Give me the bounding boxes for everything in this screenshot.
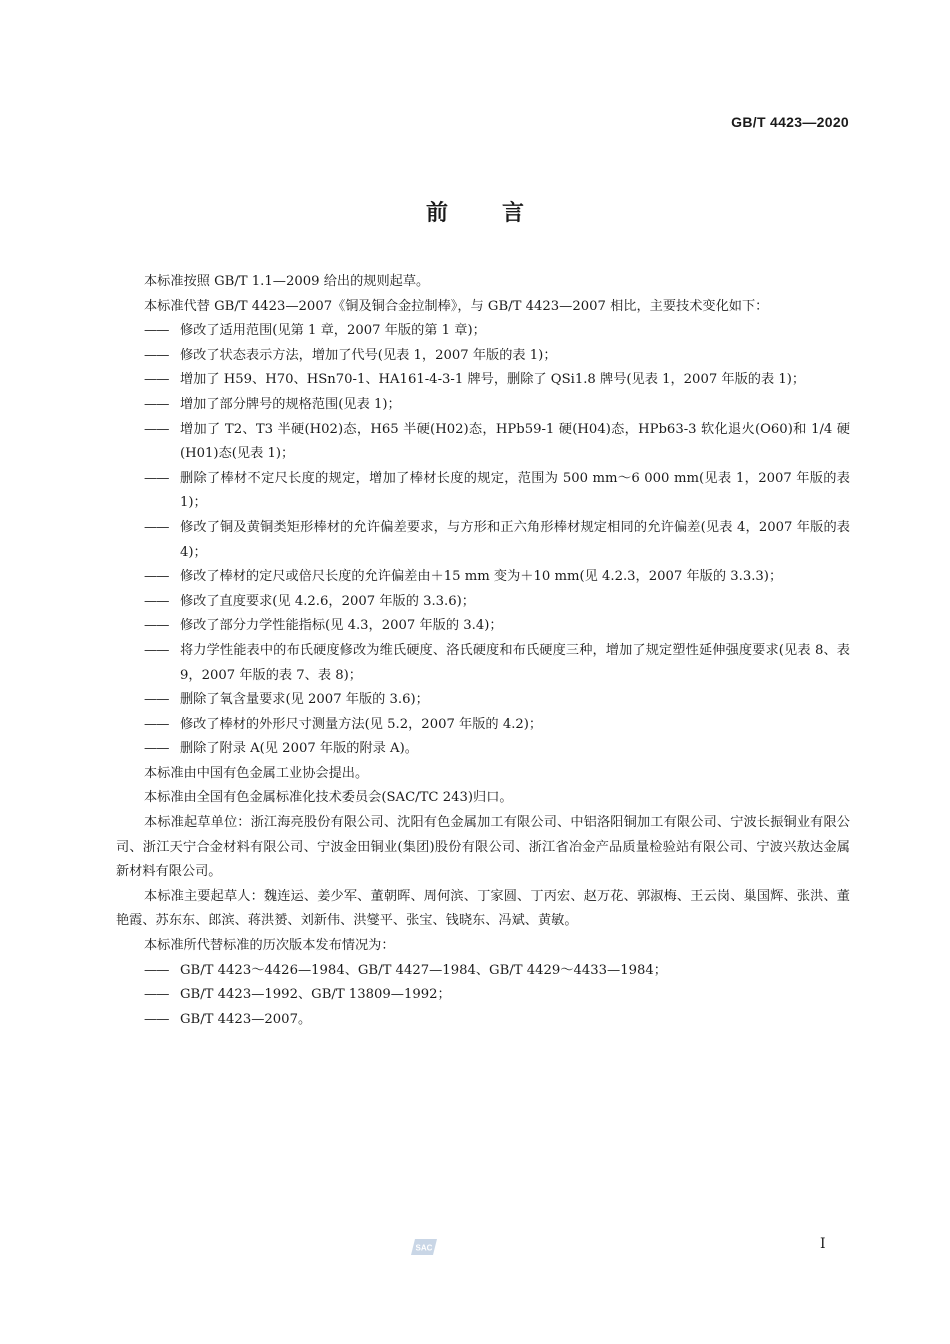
list-item	[116, 1008, 850, 1033]
dash-marker: ——	[144, 618, 169, 634]
dash-marker: ——	[144, 347, 169, 363]
list-item-text: GB/T 4423—2007。	[180, 1011, 312, 1027]
dash-marker: ——	[144, 741, 169, 757]
dash-marker: ——	[144, 962, 169, 978]
history-list	[116, 959, 850, 1033]
watermark-text: SAC	[415, 1243, 433, 1253]
list-item	[116, 590, 850, 615]
list-item-text: 增加了 H59、H70、HSn70-1、HA161-4-3-1 牌号，删除了 QSi1.8 牌号(见表 1，2007 年版的表 1)；	[180, 372, 806, 388]
list-item-text: GB/T 4423～4426—1984、GB/T 4427—1984、GB/T 4429～4433—1984；	[180, 962, 667, 978]
replacement-paragraph: 本标准代替 GB/T 4423—2007《铜及铜合金拉制棒》，与 GB/T 4423—2007 相比，主要技术变化如下：	[144, 298, 769, 314]
list-item	[116, 467, 850, 516]
list-item-text: 删除了附录 A(见 2007 年版的附录 A)。	[180, 741, 418, 757]
drafting-units-paragraph: 本标准起草单位：浙江海亮股份有限公司、沈阳有色金属加工有限公司、中铝洛阳铜加工有限公司、宁波长振铜业有限公司、浙江天宁合金材料有限公司、宁波金田铜业(集团)股份有限公司、浙江省冶金产品质量检验站有限公司、宁波兴敖达金属新材料有限公司。	[116, 815, 850, 880]
list-item	[116, 393, 850, 418]
dash-marker: ——	[144, 569, 169, 585]
list-item-text: 增加了 T2、T3 半硬(H02)态，H65 半硬(H02)态，HPb59-1 硬(H04)态，HPb63-3 软化退火(O60)和 1/4 硬(H01)态(见表 1)；	[180, 421, 850, 462]
dash-marker: ——	[144, 470, 169, 486]
list-item-text: 修改了棒材的外形尺寸测量方法(见 5.2，2007 年版的 4.2)；	[180, 716, 543, 732]
centralized-unit-paragraph: 本标准由全国有色金属标准化技术委员会(SAC/TC 243)归口。	[144, 790, 513, 806]
dash-marker: ——	[144, 642, 169, 658]
list-item	[116, 614, 850, 639]
list-item	[116, 713, 850, 738]
list-item-text: 修改了直度要求(见 4.2.6，2007 年版的 3.3.6)；	[180, 593, 475, 609]
list-item	[116, 565, 850, 590]
dash-marker: ——	[144, 421, 169, 437]
drafting-rules-paragraph: 本标准按照 GB/T 1.1—2009 给出的规则起草。	[144, 274, 430, 289]
list-item-text: 增加了部分牌号的规格范围(见表 1)；	[180, 396, 401, 412]
list-item	[116, 959, 850, 984]
list-item	[116, 319, 850, 344]
list-item	[116, 368, 850, 393]
list-item	[116, 344, 850, 369]
dash-marker: ——	[144, 1011, 169, 1027]
list-item-text: 修改了部分力学性能指标(见 4.3，2007 年版的 3.4)；	[180, 618, 503, 634]
list-item	[116, 639, 850, 688]
page-number: I	[820, 1236, 826, 1252]
dash-marker: ——	[144, 987, 169, 1003]
proposer-paragraph: 本标准由中国有色金属工业协会提出。	[144, 765, 369, 781]
list-item-text: 修改了适用范围(见第 1 章，2007 年版的第 1 章)；	[180, 323, 486, 339]
list-item-text: 删除了氧含量要求(见 2007 年版的 3.6)；	[180, 692, 429, 708]
dash-marker: ——	[144, 593, 169, 609]
list-item-text: 修改了棒材的定尺或倍尺长度的允许偏差由＋15 mm 变为＋10 mm(见 4.2.3，2007 年版的 3.3.3)；	[180, 569, 783, 585]
dash-marker: ——	[144, 396, 169, 412]
list-item	[116, 688, 850, 713]
list-item-text: 删除了棒材不定尺长度的规定，增加了棒材长度的规定，范围为 500 mm～6 000 mm(见表 1，2007 年版的表 1)；	[180, 470, 850, 511]
list-item-text: 将力学性能表中的布氏硬度修改为维氏硬度、洛氏硬度和布氏硬度三种，增加了规定塑性延伸强度要求(见表 8、表 9，2007 年版的表 7、表 8)；	[180, 642, 850, 683]
foreword-body	[116, 270, 850, 1032]
history-intro-paragraph: 本标准所代替标准的历次版本发布情况为：	[144, 938, 395, 954]
list-item	[116, 737, 850, 762]
dash-marker: ——	[144, 716, 169, 732]
list-item-text: 修改了状态表示方法，增加了代号(见表 1，2007 年版的表 1)；	[180, 347, 557, 363]
list-item-text: GB/T 4423—1992、GB/T 13809—1992；	[180, 987, 451, 1003]
dash-marker: ——	[144, 519, 169, 535]
standard-number: GB/T 4423—2020	[731, 114, 849, 130]
list-item	[116, 983, 850, 1008]
sac-watermark-logo	[411, 1237, 441, 1257]
list-item	[116, 418, 850, 467]
page-title: 前言	[425, 201, 578, 226]
changes-list	[116, 319, 850, 762]
dash-marker: ——	[144, 692, 169, 708]
list-item-text: 修改了铜及黄铜类矩形棒材的允许偏差要求，与方形和正六角形棒材规定相同的允许偏差(见表 4，2007 年版的表 4)；	[180, 519, 850, 560]
drafters-paragraph: 本标准主要起草人：魏连运、姜少军、董朝晖、周何滨、丁家圆、丁丙宏、赵万花、郭淑梅、王云岗、巢国辉、张洪、董艳霞、苏东东、郎滨、蒋洪赟、刘新伟、洪燮平、张宝、钱晓东、冯斌、黄敏。	[116, 888, 850, 929]
dash-marker: ——	[144, 323, 169, 339]
list-item	[116, 516, 850, 565]
sac-logo-icon	[411, 1237, 441, 1257]
dash-marker: ——	[144, 372, 169, 388]
